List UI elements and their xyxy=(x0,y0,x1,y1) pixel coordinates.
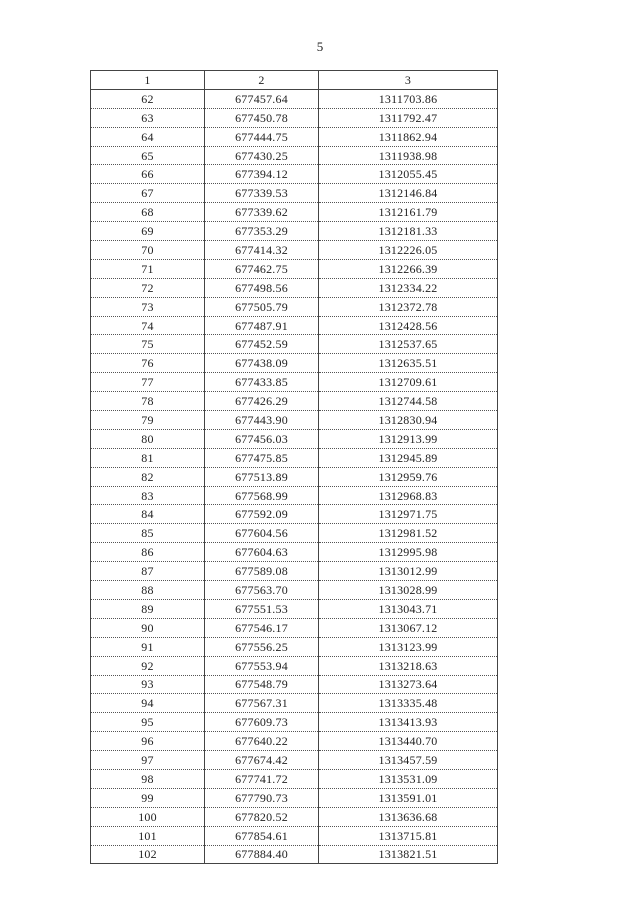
coordinates-table xyxy=(90,70,498,864)
cell-point-number: 90 xyxy=(91,618,205,637)
cell-point-number: 76 xyxy=(91,354,205,373)
cell-y: 1313273.64 xyxy=(319,675,498,694)
cell-x: 677790.73 xyxy=(205,788,319,807)
cell-y: 1313821.51 xyxy=(319,845,498,864)
table-row xyxy=(91,675,498,694)
cell-y: 1313715.81 xyxy=(319,826,498,845)
cell-x: 677339.53 xyxy=(205,184,319,203)
cell-x: 677457.64 xyxy=(205,89,319,108)
cell-point-number: 91 xyxy=(91,637,205,656)
cell-point-number: 82 xyxy=(91,467,205,486)
table-row xyxy=(91,203,498,222)
header-cell-x: 2 xyxy=(205,71,319,90)
table-row xyxy=(91,354,498,373)
table-row xyxy=(91,411,498,430)
table-row xyxy=(91,524,498,543)
table-row xyxy=(91,505,498,524)
cell-x: 677548.79 xyxy=(205,675,319,694)
table-body xyxy=(91,89,498,864)
cell-x: 677563.70 xyxy=(205,581,319,600)
table-row xyxy=(91,637,498,656)
cell-y: 1312266.39 xyxy=(319,259,498,278)
cell-y: 1313440.70 xyxy=(319,732,498,751)
cell-point-number: 75 xyxy=(91,335,205,354)
table-row xyxy=(91,769,498,788)
cell-y: 1312146.84 xyxy=(319,184,498,203)
cell-x: 677475.85 xyxy=(205,448,319,467)
page-number: 5 xyxy=(316,39,324,54)
cell-point-number: 70 xyxy=(91,241,205,260)
cell-x: 677568.99 xyxy=(205,486,319,505)
cell-y: 1311938.98 xyxy=(319,146,498,165)
cell-point-number: 63 xyxy=(91,108,205,127)
cell-x: 677430.25 xyxy=(205,146,319,165)
cell-point-number: 79 xyxy=(91,411,205,430)
table-row xyxy=(91,278,498,297)
cell-x: 677551.53 xyxy=(205,599,319,618)
cell-x: 677353.29 xyxy=(205,222,319,241)
table-row xyxy=(91,392,498,411)
cell-y: 1313067.12 xyxy=(319,618,498,637)
table-row xyxy=(91,259,498,278)
table-row xyxy=(91,222,498,241)
header-row xyxy=(91,71,498,90)
table-row xyxy=(91,108,498,127)
cell-x: 677487.91 xyxy=(205,316,319,335)
cell-x: 677443.90 xyxy=(205,411,319,430)
cell-x: 677640.22 xyxy=(205,732,319,751)
table-row xyxy=(91,429,498,448)
cell-y: 1311703.86 xyxy=(319,89,498,108)
table-row xyxy=(91,826,498,845)
cell-point-number: 71 xyxy=(91,259,205,278)
table-row xyxy=(91,184,498,203)
cell-y: 1312709.61 xyxy=(319,373,498,392)
cell-point-number: 80 xyxy=(91,429,205,448)
cell-point-number: 69 xyxy=(91,222,205,241)
cell-y: 1312635.51 xyxy=(319,354,498,373)
cell-x: 677884.40 xyxy=(205,845,319,864)
cell-x: 677456.03 xyxy=(205,429,319,448)
table-row xyxy=(91,486,498,505)
cell-x: 677498.56 xyxy=(205,278,319,297)
cell-x: 677820.52 xyxy=(205,807,319,826)
table-row xyxy=(91,581,498,600)
cell-point-number: 65 xyxy=(91,146,205,165)
cell-x: 677854.61 xyxy=(205,826,319,845)
cell-y: 1312428.56 xyxy=(319,316,498,335)
table-row xyxy=(91,562,498,581)
table-row xyxy=(91,618,498,637)
cell-y: 1313591.01 xyxy=(319,788,498,807)
cell-point-number: 102 xyxy=(91,845,205,864)
cell-y: 1312968.83 xyxy=(319,486,498,505)
cell-y: 1312744.58 xyxy=(319,392,498,411)
table-row xyxy=(91,656,498,675)
table-row xyxy=(91,335,498,354)
cell-point-number: 87 xyxy=(91,562,205,581)
table-row xyxy=(91,89,498,108)
cell-x: 677567.31 xyxy=(205,694,319,713)
table-row xyxy=(91,316,498,335)
cell-point-number: 77 xyxy=(91,373,205,392)
header-cell-point-number: 1 xyxy=(91,71,205,90)
cell-y: 1313012.99 xyxy=(319,562,498,581)
cell-x: 677589.08 xyxy=(205,562,319,581)
cell-x: 677433.85 xyxy=(205,373,319,392)
cell-y: 1312055.45 xyxy=(319,165,498,184)
cell-y: 1313413.93 xyxy=(319,713,498,732)
cell-x: 677394.12 xyxy=(205,165,319,184)
cell-y: 1313028.99 xyxy=(319,581,498,600)
cell-point-number: 100 xyxy=(91,807,205,826)
cell-y: 1312995.98 xyxy=(319,543,498,562)
cell-point-number: 81 xyxy=(91,448,205,467)
table-row xyxy=(91,694,498,713)
cell-point-number: 88 xyxy=(91,581,205,600)
cell-y: 1312226.05 xyxy=(319,241,498,260)
cell-point-number: 93 xyxy=(91,675,205,694)
table-row xyxy=(91,845,498,864)
table-row xyxy=(91,146,498,165)
cell-y: 1313123.99 xyxy=(319,637,498,656)
cell-point-number: 62 xyxy=(91,89,205,108)
table-header xyxy=(91,71,498,90)
cell-y: 1313531.09 xyxy=(319,769,498,788)
cell-y: 1312945.89 xyxy=(319,448,498,467)
table-row xyxy=(91,127,498,146)
cell-point-number: 92 xyxy=(91,656,205,675)
cell-x: 677592.09 xyxy=(205,505,319,524)
cell-point-number: 99 xyxy=(91,788,205,807)
cell-point-number: 95 xyxy=(91,713,205,732)
cell-x: 677556.25 xyxy=(205,637,319,656)
table-row xyxy=(91,165,498,184)
cell-y: 1313218.63 xyxy=(319,656,498,675)
cell-x: 677553.94 xyxy=(205,656,319,675)
cell-point-number: 85 xyxy=(91,524,205,543)
cell-x: 677513.89 xyxy=(205,467,319,486)
cell-x: 677604.63 xyxy=(205,543,319,562)
cell-point-number: 98 xyxy=(91,769,205,788)
table-row xyxy=(91,807,498,826)
cell-x: 677462.75 xyxy=(205,259,319,278)
cell-point-number: 78 xyxy=(91,392,205,411)
cell-point-number: 83 xyxy=(91,486,205,505)
cell-point-number: 96 xyxy=(91,732,205,751)
table-row xyxy=(91,373,498,392)
cell-y: 1313043.71 xyxy=(319,599,498,618)
header-cell-y: 3 xyxy=(319,71,498,90)
cell-y: 1312971.75 xyxy=(319,505,498,524)
cell-point-number: 73 xyxy=(91,297,205,316)
cell-x: 677426.29 xyxy=(205,392,319,411)
cell-point-number: 74 xyxy=(91,316,205,335)
cell-x: 677438.09 xyxy=(205,354,319,373)
cell-x: 677546.17 xyxy=(205,618,319,637)
cell-y: 1312181.33 xyxy=(319,222,498,241)
table-row xyxy=(91,543,498,562)
cell-x: 677741.72 xyxy=(205,769,319,788)
cell-y: 1313636.68 xyxy=(319,807,498,826)
cell-y: 1313335.48 xyxy=(319,694,498,713)
table-row xyxy=(91,788,498,807)
cell-x: 677414.32 xyxy=(205,241,319,260)
cell-x: 677674.42 xyxy=(205,751,319,770)
cell-point-number: 68 xyxy=(91,203,205,222)
cell-x: 677609.73 xyxy=(205,713,319,732)
table-row xyxy=(91,732,498,751)
cell-point-number: 72 xyxy=(91,278,205,297)
table-row xyxy=(91,241,498,260)
cell-x: 677444.75 xyxy=(205,127,319,146)
cell-x: 677505.79 xyxy=(205,297,319,316)
cell-point-number: 67 xyxy=(91,184,205,203)
cell-y: 1312537.65 xyxy=(319,335,498,354)
table-row xyxy=(91,297,498,316)
cell-point-number: 86 xyxy=(91,543,205,562)
cell-point-number: 94 xyxy=(91,694,205,713)
cell-y: 1311862.94 xyxy=(319,127,498,146)
cell-point-number: 101 xyxy=(91,826,205,845)
cell-y: 1311792.47 xyxy=(319,108,498,127)
cell-point-number: 89 xyxy=(91,599,205,618)
cell-y: 1312161.79 xyxy=(319,203,498,222)
cell-y: 1312334.22 xyxy=(319,278,498,297)
cell-y: 1312913.99 xyxy=(319,429,498,448)
cell-x: 677450.78 xyxy=(205,108,319,127)
table-row xyxy=(91,599,498,618)
cell-point-number: 97 xyxy=(91,751,205,770)
cell-y: 1312830.94 xyxy=(319,411,498,430)
table-row xyxy=(91,713,498,732)
cell-y: 1313457.59 xyxy=(319,751,498,770)
cell-x: 677604.56 xyxy=(205,524,319,543)
table-row xyxy=(91,448,498,467)
table-row xyxy=(91,467,498,486)
cell-x: 677339.62 xyxy=(205,203,319,222)
cell-point-number: 64 xyxy=(91,127,205,146)
cell-y: 1312959.76 xyxy=(319,467,498,486)
cell-point-number: 66 xyxy=(91,165,205,184)
cell-x: 677452.59 xyxy=(205,335,319,354)
cell-point-number: 84 xyxy=(91,505,205,524)
table-row xyxy=(91,751,498,770)
cell-y: 1312981.52 xyxy=(319,524,498,543)
cell-y: 1312372.78 xyxy=(319,297,498,316)
